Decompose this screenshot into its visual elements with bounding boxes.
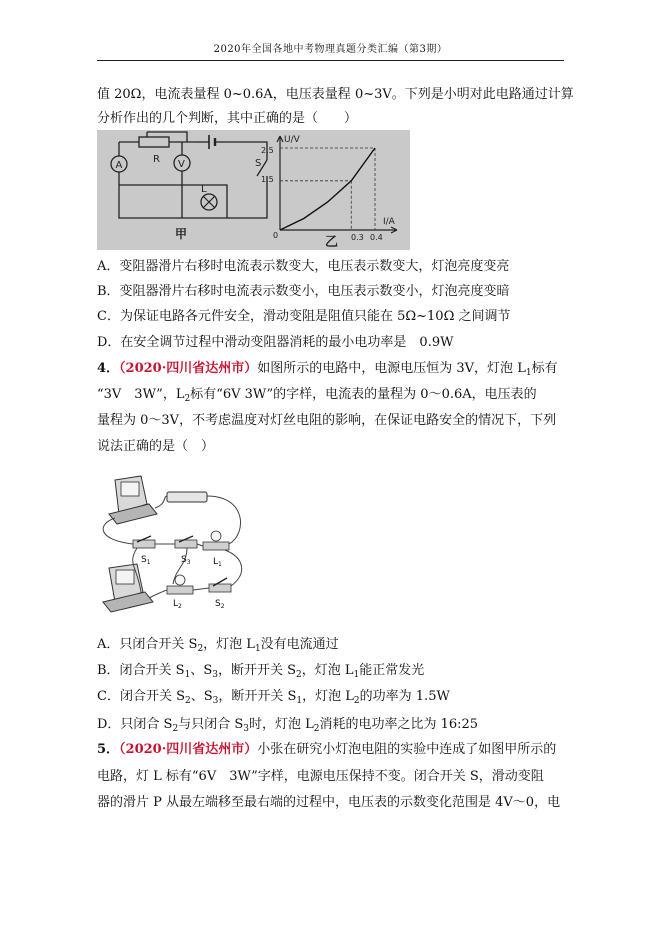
q4-stem-line3: 量程为 0～3V，不考虑温度对灯丝电阻的影响，在保证电路安全的情况下，下列 — [97, 413, 557, 428]
ammeter-dial — [121, 482, 139, 496]
lamp-l1-device — [203, 542, 229, 550]
q4-line1-tail: 标有 — [531, 361, 558, 376]
u-i-curve — [280, 148, 375, 230]
figure-yi-label: 乙 — [325, 235, 339, 250]
q4-option-d: D．只闭合 $S_2$与只闭合 $S_3$时，灯泡 $L_2$消耗的电功率之比为 16:25 — [97, 717, 479, 734]
q4-stem-line4: 说法正确的是（ ） — [97, 439, 215, 454]
circuit-jia — [119, 132, 267, 218]
q3-option-d: D．在安全调节过程中滑动变阻器消耗的最小电功率是 0.9W — [97, 335, 454, 350]
q3-option-b: B．变阻器滑片右移时电流表示数变小，电压表示数变小，灯泡亮度变暗 — [97, 284, 510, 299]
q4-stem-line2 — [97, 386, 537, 404]
y-axis-label: U/V — [284, 135, 300, 145]
q5-stem-line3: 器的滑片 P 从最左端移至最右端的过程中，电压表的示数变化范围是 4V～0，电 — [97, 795, 561, 810]
q4-line1-sub: 1 — [525, 368, 532, 378]
q5-number: 5． — [97, 742, 120, 757]
lamp-l2-device — [167, 586, 193, 594]
label-s3: $S_3$ — [181, 555, 191, 566]
graph-axes — [277, 136, 397, 233]
voltmeter-dial — [116, 570, 134, 584]
q5-stem-line1 — [97, 741, 556, 759]
q4-figure-svg — [97, 474, 247, 620]
q4-number: 4． — [97, 361, 120, 376]
q4-figure — [97, 474, 247, 620]
x-tick-0-4: 0.4 — [370, 233, 383, 242]
label-s1: $S_1$ — [141, 555, 151, 566]
label-s2: $S_2$ — [215, 599, 225, 610]
y-tick-1-5: 1.5 — [261, 175, 274, 184]
q3-stem-line1: 值 20Ω，电流表量程 0~0.6A，电压表量程 0~3V。下列是小明对此电路通过计算 — [97, 87, 574, 102]
q5-line1-text: 小张在研究小灯泡电阻的实验中连成了如图甲所示的 — [257, 742, 557, 757]
x-tick-0: 0 — [273, 231, 279, 240]
q4-option-a: A．只闭合开关 $S_2$，灯泡 $L_1$没有电流通过 — [97, 637, 339, 654]
q4-line2-text: “3V 3W”，L — [97, 387, 185, 402]
switch-s1-device — [133, 540, 155, 548]
lamp-label: L — [201, 184, 207, 195]
q3-option-c: C．为保证电路各元件安全，滑动变阻是阻值只能在 5Ω~10Ω 之间调节 — [97, 309, 511, 324]
switch-label: S — [255, 158, 262, 169]
label-l2: $L_2$ — [173, 599, 182, 610]
q3-option-a: A．变阻器滑片右移时电流表示数变大，电压表示数变大，灯泡亮度变亮 — [97, 259, 510, 274]
resistor-label: R — [153, 154, 160, 165]
q4-option-b: B．闭合开关 $S_1$、$S_3$，断开开关 $S_2$，灯泡 $L_1$能正常发光 — [97, 663, 425, 680]
q5-stem-line2: 电路，灯 L 标有“6V 3W”字样，电源电压保持不变。闭合开关 S，滑动变阻 — [97, 769, 544, 784]
q4-source: （2020·四川省达州市） — [119, 361, 258, 376]
q4-line2-tail: 标有“6V 3W”的字样，电流表的量程为 0～0.6A，电压表的 — [190, 387, 537, 402]
q4-line1-text: 如图所示的电路中，电源电压恒为 3V，灯泡 L — [257, 361, 526, 376]
header-rule — [97, 60, 564, 61]
ammeter-label: A — [115, 160, 123, 171]
q3-stem-line2: 分析作出的几个判断，其中正确的是（ ） — [97, 111, 358, 126]
resistor-symbol — [139, 137, 169, 147]
graph-guides — [280, 148, 375, 230]
x-tick-0-3: 0.3 — [351, 233, 364, 242]
battery-device — [167, 492, 207, 502]
switch-s2-device — [209, 584, 231, 592]
x-axis-label: I/A — [383, 217, 395, 227]
voltmeter-label: V — [178, 159, 185, 170]
y-tick-2-5: 2.5 — [261, 146, 274, 155]
q4-option-c: C．闭合开关 $S_2$、$S_3$，断开开关 $S_1$，灯泡 $L_2$的功率为 1.5W — [97, 689, 450, 706]
q4-line2-sub: 2 — [184, 394, 191, 404]
q3-figure-svg — [97, 130, 410, 250]
page-header: 2020年全国各地中考物理真题分类汇编（第3期） — [213, 44, 448, 55]
switch-s3-device — [175, 540, 197, 548]
figure-jia-label: 甲 — [175, 227, 188, 241]
label-l1: $L_1$ — [213, 557, 222, 568]
q5-source: （2020·四川省达州市） — [119, 742, 258, 757]
q4-stem-line1 — [97, 360, 558, 378]
q3-figure — [97, 130, 410, 250]
